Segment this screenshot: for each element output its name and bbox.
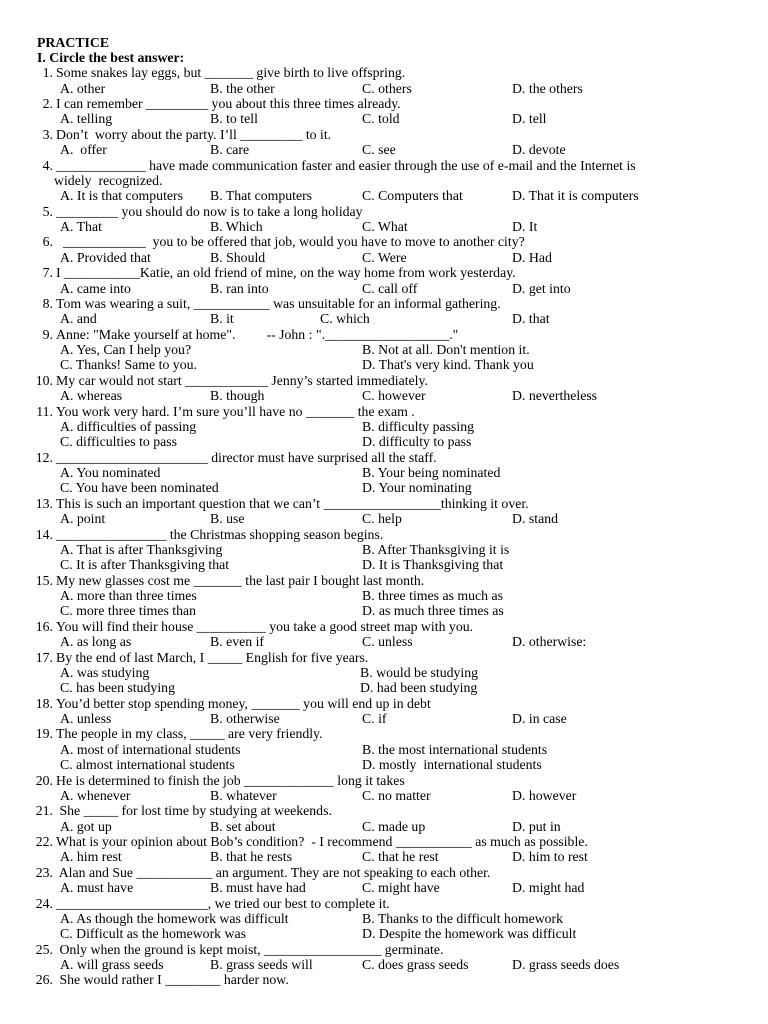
- question-text: ________________ the Christmas shopping season begins.: [56, 526, 384, 542]
- question-18: [0, 696, 768, 727]
- answer-option-d: D. in case: [512, 711, 567, 726]
- answer-option-d: D. him to rest: [512, 849, 588, 865]
- answer-option-a: A. point: [60, 511, 106, 527]
- answer-options-row: [0, 849, 768, 864]
- question-line: [0, 865, 768, 880]
- question-text: Anne: "Make yourself at home". -- John : ".__________________.": [56, 326, 459, 342]
- answer-options-row: [0, 388, 768, 403]
- answer-options-row: [0, 926, 768, 941]
- question-text: Some snakes lay eggs, but _______ give birth to live offspring.: [56, 65, 406, 81]
- question-1: [0, 65, 768, 96]
- question-7: [0, 265, 768, 296]
- answer-option-a: A. Yes, Can I help you?: [60, 342, 192, 357]
- question-line: [0, 327, 768, 342]
- answer-option-d: D. grass seeds does: [512, 957, 620, 972]
- answer-option-b: B. the other: [210, 80, 275, 96]
- question-number: 23.: [35, 864, 53, 880]
- question-line: [0, 496, 768, 511]
- answer-options-row: [0, 357, 768, 372]
- answer-option-c: C. Computers that: [362, 188, 463, 204]
- question-text: I ___________Katie, an old friend of mine, on the way home from work yesterday.: [56, 265, 516, 281]
- question-text: She _____ for lost time by studying at weekends.: [56, 803, 332, 819]
- answer-option-b: B. use: [210, 511, 245, 527]
- answer-option-b: B. Should: [210, 249, 266, 265]
- answer-option-b: B. the most international students: [362, 741, 548, 757]
- answer-option-c: C. others: [362, 80, 412, 96]
- question-text: By the end of last March, I _____ English for five years.: [56, 649, 369, 665]
- question-number: 5.: [42, 203, 53, 219]
- answer-option-d: D. It is Thanksgiving that: [362, 557, 504, 573]
- question-line: [0, 296, 768, 311]
- answer-options-row: [0, 111, 768, 126]
- answer-option-a: A. other: [60, 80, 106, 96]
- question-21: [0, 803, 768, 834]
- answer-options-row: [0, 742, 768, 757]
- answer-option-d: D. stand: [512, 511, 558, 527]
- question-text: ______________________ director must have surprised all the staff.: [56, 449, 437, 465]
- answer-options-row: [0, 188, 768, 203]
- question-text: My new glasses cost me _______ the last pair I bought last month.: [56, 572, 425, 588]
- question-text: Alan and Sue ___________ an argument. They are not speaking to each other.: [56, 864, 491, 880]
- answer-option-d: D. That's very kind. Thank you: [362, 357, 534, 373]
- question-number: 20.: [35, 772, 53, 788]
- answer-option-b: B. difficulty passing: [362, 418, 475, 434]
- answer-option-a: A. That: [60, 219, 102, 234]
- answer-option-c: C. almost international students: [60, 757, 235, 773]
- question-number: 16.: [35, 618, 53, 634]
- answer-options-row: [0, 603, 768, 618]
- question-line: [0, 65, 768, 80]
- question-8: [0, 296, 768, 327]
- question-20: [0, 773, 768, 804]
- question-text: _________ you should do now is to take a long holiday: [56, 203, 363, 219]
- answer-option-a: A. As though the homework was difficult: [60, 910, 289, 926]
- question-26: [0, 972, 768, 987]
- answer-option-c: C. What: [362, 219, 408, 234]
- answer-option-c: C. more three times than: [60, 603, 197, 619]
- answer-option-a: A. offer: [60, 142, 107, 158]
- question-line: [0, 696, 768, 711]
- answer-options-row: [0, 219, 768, 234]
- question-number: 12.: [35, 449, 53, 465]
- answer-option-a: A. came into: [60, 280, 131, 296]
- question-22: [0, 834, 768, 865]
- question-number: 7.: [42, 265, 53, 281]
- question-line: [0, 896, 768, 911]
- answer-option-d: D. put in: [512, 818, 561, 834]
- answer-option-b: B. Thanks to the difficult homework: [362, 910, 564, 926]
- answer-option-b: B. Which: [210, 219, 263, 234]
- question-number: 10.: [35, 372, 53, 388]
- question-text: The people in my class, _____ are very friendly.: [56, 726, 323, 742]
- answer-option-d: D. Despite the homework was difficult: [362, 926, 577, 942]
- answer-option-b: B. ran into: [210, 280, 269, 296]
- question-number: 15.: [35, 572, 53, 588]
- answer-options-row: [0, 757, 768, 772]
- answer-options-row: [0, 557, 768, 572]
- question-number: 9.: [42, 326, 53, 342]
- question-line: [0, 127, 768, 142]
- worksheet-title: PRACTICE: [37, 34, 110, 50]
- answer-option-c: C. if: [362, 711, 387, 726]
- question-line: [0, 204, 768, 219]
- answer-options-row: [0, 81, 768, 96]
- question-text: What is your opinion about Bob’s condition? - I recommend ___________ as much as possible.: [56, 834, 588, 849]
- question-number: 26.: [35, 972, 53, 988]
- answer-option-c: C. It is after Thanksgiving that: [60, 557, 230, 573]
- answer-option-d: D. as much three times as: [362, 603, 504, 619]
- answer-option-a: A. whereas: [60, 388, 123, 404]
- question-number: 24.: [35, 895, 53, 911]
- answer-option-b: B. set about: [210, 818, 276, 834]
- question-text: Tom was wearing a suit, ___________ was unsuitable for an informal gathering.: [56, 295, 501, 311]
- answer-option-b: B. it: [210, 311, 234, 327]
- question-text: This is such an important question that we can’t _________________thinking it over.: [56, 495, 529, 511]
- question-6: [0, 234, 768, 265]
- answer-option-c: C. might have: [362, 880, 440, 896]
- answer-option-a: A. unless: [60, 711, 112, 726]
- answer-option-c: C. Thanks! Same to you.: [60, 357, 197, 373]
- question-line: [0, 773, 768, 788]
- question-number: 11.: [36, 403, 53, 419]
- question-number: 3.: [42, 126, 53, 142]
- answer-options-row: [0, 281, 768, 296]
- answer-option-c: C. Were: [362, 249, 407, 265]
- question-line: [0, 527, 768, 542]
- answer-option-b: B. would be studying: [360, 664, 479, 680]
- question-23: [0, 865, 768, 896]
- question-15: [0, 573, 768, 619]
- question-text: widely recognized.: [54, 172, 163, 188]
- answer-option-b: B. Not at all. Don't mention it.: [362, 342, 530, 357]
- question-12: [0, 450, 768, 496]
- answer-options-row: [0, 819, 768, 834]
- answer-option-c: C. help: [362, 511, 402, 527]
- question-text: He is determined to finish the job _____________ long it takes: [56, 772, 405, 788]
- question-number: 2.: [42, 96, 53, 111]
- answer-options-row: [0, 311, 768, 326]
- answer-option-a: A. That is after Thanksgiving: [60, 541, 223, 557]
- question-number: 14.: [35, 526, 53, 542]
- question-13: [0, 496, 768, 527]
- question-16: [0, 619, 768, 650]
- question-9: [0, 327, 768, 373]
- answer-option-b: B. After Thanksgiving it is: [362, 541, 510, 557]
- answer-option-d: D. It: [512, 219, 538, 234]
- answer-options-row: [0, 480, 768, 495]
- answer-option-b: B. must have had: [210, 880, 306, 896]
- answer-options-row: [0, 142, 768, 157]
- question-line: [0, 650, 768, 665]
- answer-option-c: C. call off: [362, 280, 418, 296]
- answer-options-row: [0, 511, 768, 526]
- worksheet: [0, 35, 768, 988]
- answer-option-d: D. the others: [512, 80, 583, 96]
- answer-options-row: [0, 250, 768, 265]
- answer-option-b: B. care: [210, 142, 250, 158]
- answer-option-b: B. that he rests: [210, 849, 292, 865]
- answer-option-b: B. grass seeds will: [210, 957, 313, 972]
- question-line: [0, 404, 768, 419]
- question-text: Don’t worry about the party. I’ll _________ to it.: [56, 126, 332, 142]
- answer-option-d: D. might had: [512, 880, 585, 896]
- answer-option-a: A. more than three times: [60, 588, 197, 603]
- answer-option-c: C. which: [320, 311, 370, 327]
- question-line: [0, 234, 768, 249]
- answer-option-d: D. that: [512, 311, 550, 327]
- answer-options-row: [0, 788, 768, 803]
- answer-option-d: D. get into: [512, 280, 571, 296]
- question-line: [0, 972, 768, 987]
- answer-option-d: D. Had: [512, 249, 552, 265]
- answer-option-c: C. has been studying: [60, 680, 175, 696]
- question-line: [0, 726, 768, 741]
- answer-option-d: D. Your nominating: [362, 480, 472, 496]
- answer-option-c: C. no matter: [362, 787, 431, 803]
- question-line: [0, 942, 768, 957]
- question-text: You work very hard. I’m sure you’ll have no _______ the exam .: [56, 403, 415, 419]
- answer-option-a: A. and: [60, 311, 97, 327]
- answer-option-a: A. difficulties of passing: [60, 418, 197, 434]
- question-3: [0, 127, 768, 158]
- question-line: [0, 96, 768, 111]
- question-4: [0, 158, 768, 204]
- question-number: 1.: [42, 65, 53, 81]
- question-14: [0, 527, 768, 573]
- answer-options-row: [0, 542, 768, 557]
- question-text: I can remember _________ you about this three times already.: [56, 96, 401, 111]
- question-number: 13.: [35, 495, 53, 511]
- question-19: [0, 726, 768, 772]
- answer-option-a: A. got up: [60, 818, 112, 834]
- answer-option-b: B. Your being nominated: [362, 465, 501, 480]
- answer-options-row: [0, 634, 768, 649]
- question-line: [0, 373, 768, 388]
- question-11: [0, 404, 768, 450]
- answer-option-d: D. devote: [512, 142, 566, 158]
- question-text: My car would not start ____________ Jenny’s started immediately.: [56, 372, 428, 388]
- question-line: [0, 834, 768, 849]
- answer-options-row: [0, 911, 768, 926]
- answer-option-d: D. That it is computers: [512, 188, 639, 204]
- answer-option-a: A. telling: [60, 111, 113, 127]
- answer-option-a: A. whenever: [60, 787, 131, 803]
- answer-options-row: [0, 434, 768, 449]
- question-number: 21.: [35, 803, 53, 819]
- question-2: [0, 96, 768, 127]
- question-line: [0, 265, 768, 280]
- question-line-continued: [0, 173, 768, 188]
- answer-option-a: A. will grass seeds: [60, 957, 164, 972]
- answer-options-row: [0, 711, 768, 726]
- section-heading: I. Circle the best answer:: [37, 49, 185, 65]
- question-line: [0, 619, 768, 634]
- answer-option-c: C. that he rest: [362, 849, 439, 865]
- question-number: 19.: [35, 726, 53, 742]
- answer-option-b: B. though: [210, 388, 265, 404]
- question-number: 4.: [42, 157, 53, 173]
- answer-option-d: D. mostly international students: [362, 757, 542, 773]
- question-text: You will find their house __________ you take a good street map with you.: [56, 618, 474, 634]
- answer-option-c: C. You have been nominated: [60, 480, 219, 496]
- question-line: [0, 573, 768, 588]
- answer-option-d: D. had been studying: [360, 680, 478, 696]
- answer-option-a: A. You nominated: [60, 465, 161, 480]
- question-text: She would rather I ________ harder now.: [56, 972, 289, 988]
- answer-option-b: B. That computers: [210, 188, 313, 204]
- question-line: [0, 450, 768, 465]
- question-text: ____________ you to be offered that job, would you have to move to another city?: [56, 234, 525, 250]
- answer-option-b: B. to tell: [210, 111, 258, 127]
- question-17: [0, 650, 768, 696]
- answer-option-d: D. nevertheless: [512, 388, 598, 404]
- question-line: [0, 803, 768, 818]
- answer-option-b: B. whatever: [210, 787, 277, 803]
- question-10: [0, 373, 768, 404]
- answer-options-row: [0, 880, 768, 895]
- answer-options-row: [0, 957, 768, 972]
- answer-options-row: [0, 588, 768, 603]
- question-24: [0, 896, 768, 942]
- answer-option-c: C. Difficult as the homework was: [60, 926, 246, 942]
- question-25: [0, 942, 768, 973]
- answer-option-a: A. must have: [60, 880, 134, 896]
- question-text: Only when the ground is kept moist, _________________ germinate.: [56, 941, 444, 957]
- answer-options-row: [0, 342, 768, 357]
- question-list: [0, 65, 768, 988]
- answer-option-c: C. difficulties to pass: [60, 434, 178, 450]
- question-5: [0, 204, 768, 235]
- answer-options-row: [0, 665, 768, 680]
- answer-option-a: A. him rest: [60, 849, 122, 865]
- answer-option-c: C. made up: [362, 818, 426, 834]
- answer-options-row: [0, 419, 768, 434]
- question-number: 6.: [42, 234, 53, 250]
- answer-option-b: B. even if: [210, 634, 265, 650]
- answer-option-c: C. see: [362, 142, 396, 158]
- question-number: 17.: [35, 649, 53, 665]
- question-text: You’d better stop spending money, _______ you will end up in debt: [56, 695, 431, 711]
- answer-option-a: A. as long as: [60, 634, 132, 650]
- answer-option-c: C. however: [362, 388, 426, 404]
- answer-option-a: A. was studying: [60, 664, 150, 680]
- question-text: ______________________, we tried our best to complete it.: [56, 895, 390, 911]
- answer-option-b: B. otherwise: [210, 711, 280, 726]
- answer-option-d: D. tell: [512, 111, 547, 127]
- answer-options-row: [0, 680, 768, 695]
- question-number: 18.: [35, 695, 53, 711]
- answer-option-a: A. Provided that: [60, 249, 151, 265]
- question-number: 25.: [35, 941, 53, 957]
- answer-option-d: D. otherwise:: [512, 634, 587, 650]
- answer-option-d: D. difficulty to pass: [362, 434, 472, 450]
- answer-option-c: C. unless: [362, 634, 413, 650]
- answer-option-d: D. however: [512, 787, 577, 803]
- question-number: 8.: [42, 295, 53, 311]
- answer-options-row: [0, 465, 768, 480]
- answer-option-a: A. most of international students: [60, 741, 241, 757]
- question-line: [0, 158, 768, 173]
- answer-option-b: B. three times as much as: [362, 588, 504, 603]
- answer-option-a: A. It is that computers: [60, 188, 183, 204]
- question-number: 22.: [35, 834, 53, 849]
- answer-option-c: C. told: [362, 111, 400, 127]
- question-text: _____________ have made communication faster and easier through the use of e-mail and the Internet is: [56, 157, 636, 173]
- answer-option-c: C. does grass seeds: [362, 957, 469, 972]
